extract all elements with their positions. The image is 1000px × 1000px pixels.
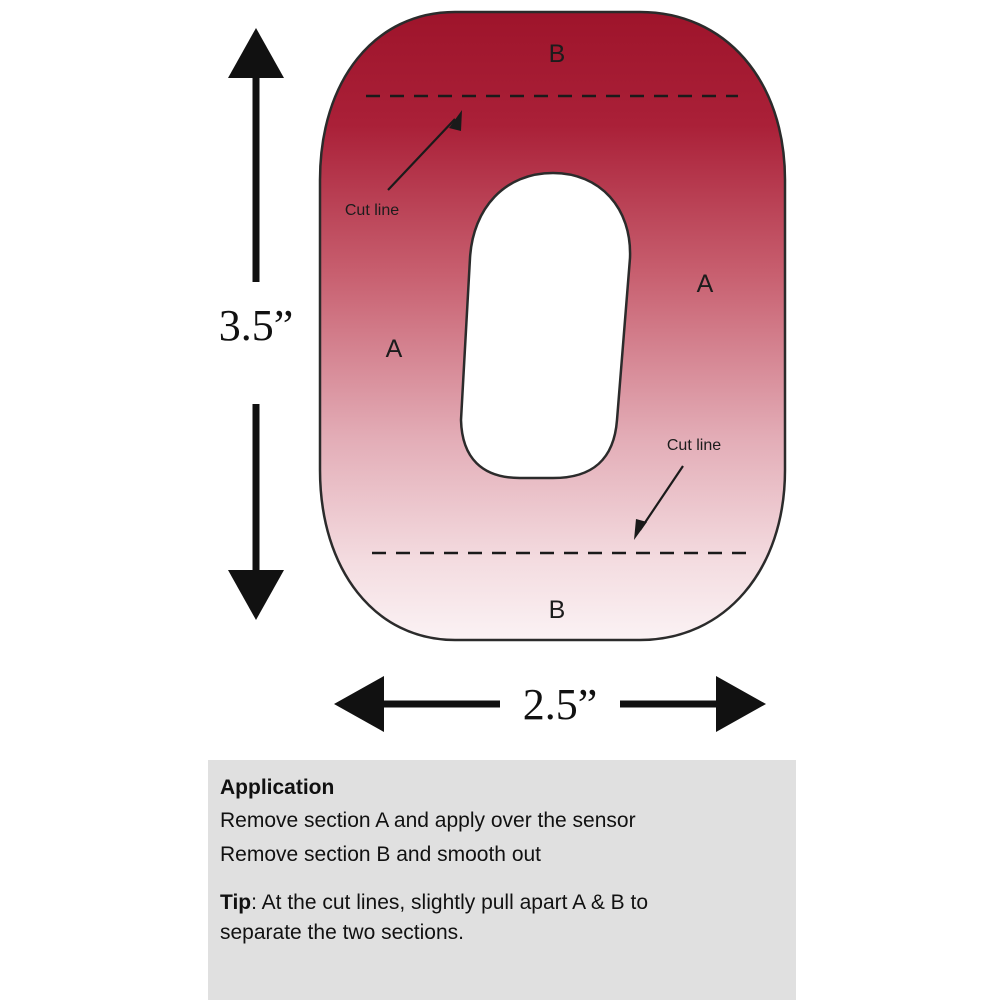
patch-label-left-a: A bbox=[385, 335, 403, 363]
patch-label-top-b: B bbox=[548, 40, 566, 68]
tip-separator: : bbox=[251, 890, 257, 914]
cut-line-bottom-label: Cut line bbox=[666, 437, 722, 454]
application-heading: Application bbox=[220, 776, 335, 799]
height-dimension-label: 3.5” bbox=[218, 301, 294, 350]
tip-text-line-1: At the cut lines, slightly pull apart A & B to bbox=[256, 890, 649, 914]
application-note-box bbox=[208, 760, 796, 1000]
width-dimension bbox=[334, 676, 766, 732]
tip-line-1 bbox=[220, 888, 784, 918]
note-spacer bbox=[220, 872, 784, 888]
application-line-2: Remove section B and smooth out bbox=[220, 842, 542, 866]
patch-label-bottom-b: B bbox=[548, 596, 566, 624]
width-dimension-label: 2.5” bbox=[522, 680, 598, 729]
tip-label: Tip bbox=[220, 890, 252, 914]
tip-line-2: separate the two sections. bbox=[220, 920, 464, 944]
sensor-cutout bbox=[461, 173, 630, 478]
application-line-1: Remove section A and apply over the sensor bbox=[220, 809, 636, 833]
patch-label-right-a: A bbox=[696, 270, 714, 298]
height-dimension bbox=[219, 28, 294, 620]
cut-line-top-label: Cut line bbox=[344, 202, 400, 219]
